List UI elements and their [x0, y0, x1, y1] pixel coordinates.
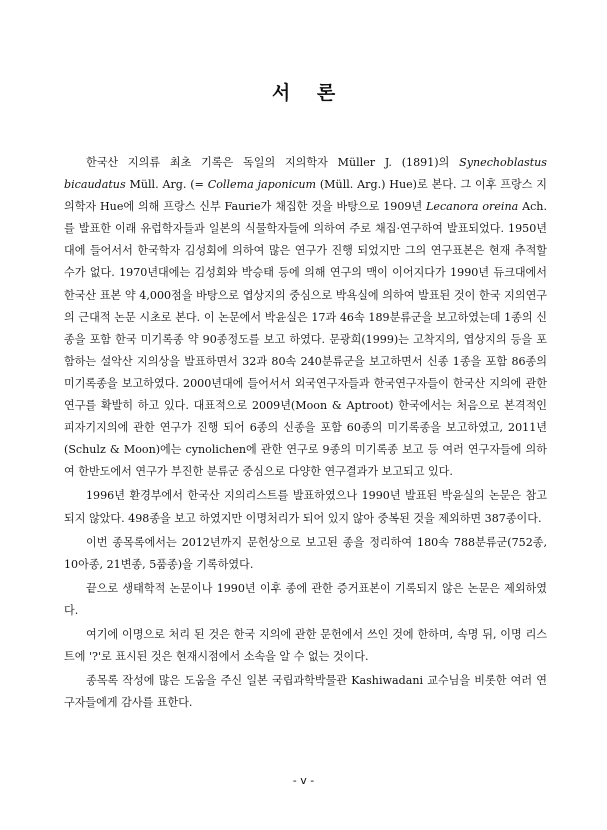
text-run: 이번 종목록에서는 2012년까지 문헌상으로 보고된 종을 정리하여 180속 788분류군(752종, 10아종, 21변종, 5품종)을 기록하였다. [64, 535, 547, 571]
text-run: Müll. Arg. (= [125, 178, 208, 192]
paragraph [64, 670, 547, 714]
paragraph [64, 532, 547, 576]
paragraph [64, 152, 547, 483]
species-name: Synechoblastus bicaudatus [64, 156, 547, 192]
text-run: Ach.를 발표한 이래 유럽학자들과 일본의 식물학자들에 의하여 주로 채집·연구하여 발표되었다. 1950년대에 들어서서 한국학자 김성회에 의하여 많은 연구가 진행 되었지만 그의 연구표본은 현재 추적할 수가 없다. 1970년대에는 김성회와 박승태 등에 의해 연구의 맥이 이어지다가 1990년 듀크대에서 한국산 표본 약 4,000점을 바탕으로 엽상지의 중심으로 박욕실에 의하여 발표된 것이 한국 지의연구의 근대적 논문 시초로 본다. 이 논문에서 박윤실은 17과 46속 189분류군을 보고하였는데 1종의 신종을 포함 한국 미기록종 약 90종정도를 보고 하였다. 문광희(1999)는 고착지의, 엽상지의 등을 포함하는 설악산 지의상을 발표하면서 32과 80속 240분류군을 보고하면서 신종 1종을 포함 86종의 미기록종을 보고하였다. 2000년대에 들어서서 외국연구자들과 한국연구자들이 한국산 지의에 관한 연구를 확발히 하고 있다. 대표적으로 2009년(Moon & Aptroot) 한국에서는 처음으로 본격적인 피자기지의에 관한 연구가 진행 되어 6종의 신종을 포함 60종의 미기록종을 보고하였고, 2011년(Schulz & Moon)에는 cynolichen에 관한 연구로 9종의 미기록종 보고 등 여러 연구자들에 의하여 한반도에서 연구가 부진한 분류군 중심으로 다양한 연구결과가 보고되고 있다. [64, 200, 547, 479]
text-run: (Müll. Arg.) Hue)로 본다. 그 이후 프랑스 지의학자 Hue에 의해 프랑스 신부 Faurie가 채집한 것을 바탕으로 1909년 [64, 178, 547, 214]
text-run: 1996년 환경부에서 한국산 지의리스트를 발표하였으나 1990년 발표된 박윤실의 논문은 참고 되지 않았다. 498종을 보고 하였지만 이명처리가 되어 있지 않아 중복된 것을 제외하면 387종이다. [64, 489, 547, 525]
text-run: 여기에 이명으로 처리 된 것은 한국 지의에 관한 문헌에서 쓰인 것에 한하며, 속명 뒤, 이명 리스트에 '?'로 표시된 것은 현재시점에서 소속을 알 수 없는 것이다. [64, 627, 547, 664]
species-name: Collema japonicum [207, 178, 316, 192]
title-char-1: 서 [271, 82, 291, 104]
page-number: - v - [292, 774, 315, 787]
title-char-2: 론 [316, 82, 336, 104]
paragraph [64, 624, 547, 668]
text-run: 끝으로 생태학적 논문이나 1990년 이후 종에 관한 증거표본이 기록되지 않은 논문은 제외하였다. [64, 581, 547, 617]
paragraph [64, 578, 547, 622]
page-title [0, 78, 607, 105]
paragraph [64, 485, 547, 529]
text-run: 한국산 지의류 최초 기록은 독일의 지의학자 Müller J. (1891)의 [86, 156, 460, 169]
text-run: 종목록 작성에 많은 도움을 주신 일본 국립과학박물관 Kashiwadani 교수님을 비롯한 여러 연구자들에게 감사를 표한다. [64, 674, 547, 710]
species-name: Lecanora oreina [426, 200, 519, 214]
body-text [64, 152, 547, 714]
